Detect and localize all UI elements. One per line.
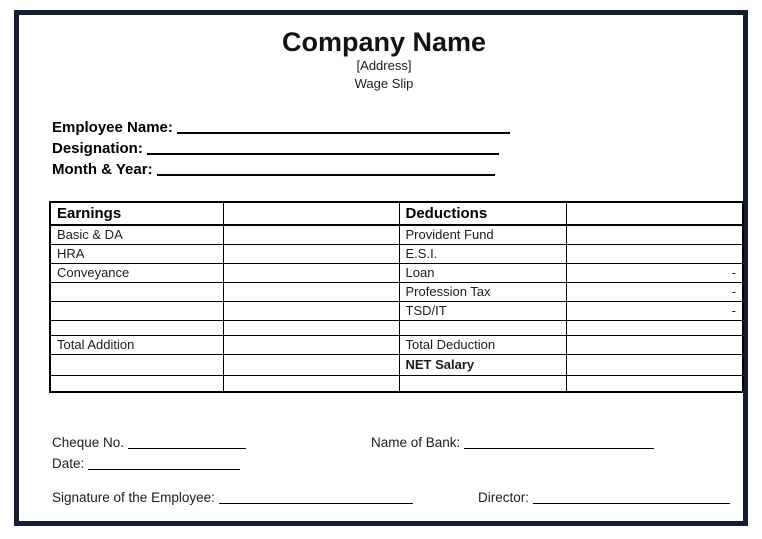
director-blank-line: [533, 492, 730, 504]
employee-signature-blank-line: [219, 492, 413, 504]
earnings-label-cell: Conveyance: [50, 263, 223, 282]
earnings-label-cell: Basic & DA: [50, 225, 223, 244]
deductions-amount-header-cell: [566, 202, 743, 225]
earnings-label-cell: [50, 354, 223, 375]
deductions-value-cell: -: [566, 282, 743, 301]
cheque-bank-row: [52, 432, 743, 453]
table-row-empty: [50, 320, 743, 335]
deductions-header-cell: Deductions: [399, 202, 566, 225]
earnings-label-cell: [50, 301, 223, 320]
net-salary-row: [50, 354, 743, 375]
deductions-value-cell: [566, 320, 743, 335]
company-address: [Address]: [356, 58, 412, 73]
deductions-label-cell: Loan: [399, 263, 566, 282]
date-field: [52, 453, 240, 474]
earnings-amount-header-cell: [223, 202, 399, 225]
earnings-value-cell: [223, 282, 399, 301]
earnings-value-cell: [223, 354, 399, 375]
table-row: [50, 282, 743, 301]
cheque-blank-line: [128, 437, 246, 449]
document-header: [34, 27, 734, 93]
employee-name-blank-line: [177, 121, 510, 134]
deductions-label-cell: [399, 375, 566, 392]
earnings-value-cell: [223, 375, 399, 392]
deductions-label-cell: [399, 320, 566, 335]
earnings-label-cell: [50, 320, 223, 335]
designation-blank-line: [147, 142, 499, 155]
deductions-label-cell: Profession Tax: [399, 282, 566, 301]
total-deduction-cell: Total Deduction: [399, 335, 566, 354]
employee-name-label: Employee Name:: [52, 119, 173, 136]
wage-slip-page: [14, 10, 748, 526]
deductions-value-cell: -: [566, 263, 743, 282]
deductions-value-cell: -: [566, 301, 743, 320]
date-label: Date:: [52, 456, 85, 471]
table-totals-row: [50, 335, 743, 354]
net-salary-value-cell: [566, 354, 743, 375]
deductions-value-cell: [566, 225, 743, 244]
employee-signature-field: [52, 487, 478, 508]
designation-row: [52, 138, 743, 159]
earnings-value-cell: [223, 301, 399, 320]
earnings-value-cell: [223, 263, 399, 282]
bank-field: [371, 432, 654, 453]
employee-signature-label: Signature of the Employee:: [52, 490, 215, 505]
director-field: [478, 487, 730, 508]
salary-table: [49, 201, 744, 393]
earnings-header-cell: Earnings: [50, 202, 223, 225]
total-addition-cell: Total Addition: [50, 335, 223, 354]
employee-name-row: [52, 117, 743, 138]
deductions-label-cell: E.S.I.: [399, 244, 566, 263]
total-addition-value-cell: [223, 335, 399, 354]
table-row: [50, 301, 743, 320]
month-year-label: Month & Year:: [52, 161, 153, 178]
deductions-value-cell: [566, 375, 743, 392]
table-row: [50, 244, 743, 263]
total-deduction-value-cell: [566, 335, 743, 354]
director-label: Director:: [478, 490, 530, 505]
month-year-blank-line: [157, 163, 495, 176]
signature-row: [52, 487, 743, 508]
net-salary-cell: NET Salary: [399, 354, 566, 375]
company-name-title: Company Name: [281, 27, 487, 57]
earnings-label-cell: [50, 282, 223, 301]
designation-label: Designation:: [52, 140, 143, 157]
document-title: Wage Slip: [354, 76, 414, 91]
month-year-row: [52, 159, 743, 180]
earnings-label-cell: HRA: [50, 244, 223, 263]
footer-block: [52, 432, 743, 508]
employee-info-block: [52, 117, 743, 180]
table-row-empty: [50, 375, 743, 392]
bank-label: Name of Bank:: [371, 435, 461, 450]
earnings-label-cell: [50, 375, 223, 392]
table-row: [50, 263, 743, 282]
cheque-label: Cheque No.: [52, 435, 125, 450]
earnings-value-cell: [223, 225, 399, 244]
bank-blank-line: [464, 437, 654, 449]
earnings-value-cell: [223, 320, 399, 335]
table-row: [50, 225, 743, 244]
cheque-field: [52, 432, 371, 453]
date-row: [52, 453, 743, 474]
earnings-value-cell: [223, 244, 399, 263]
deductions-value-cell: [566, 244, 743, 263]
deductions-label-cell: Provident Fund: [399, 225, 566, 244]
table-header-row: [50, 202, 743, 225]
deductions-label-cell: TSD/IT: [399, 301, 566, 320]
date-blank-line: [88, 458, 240, 470]
